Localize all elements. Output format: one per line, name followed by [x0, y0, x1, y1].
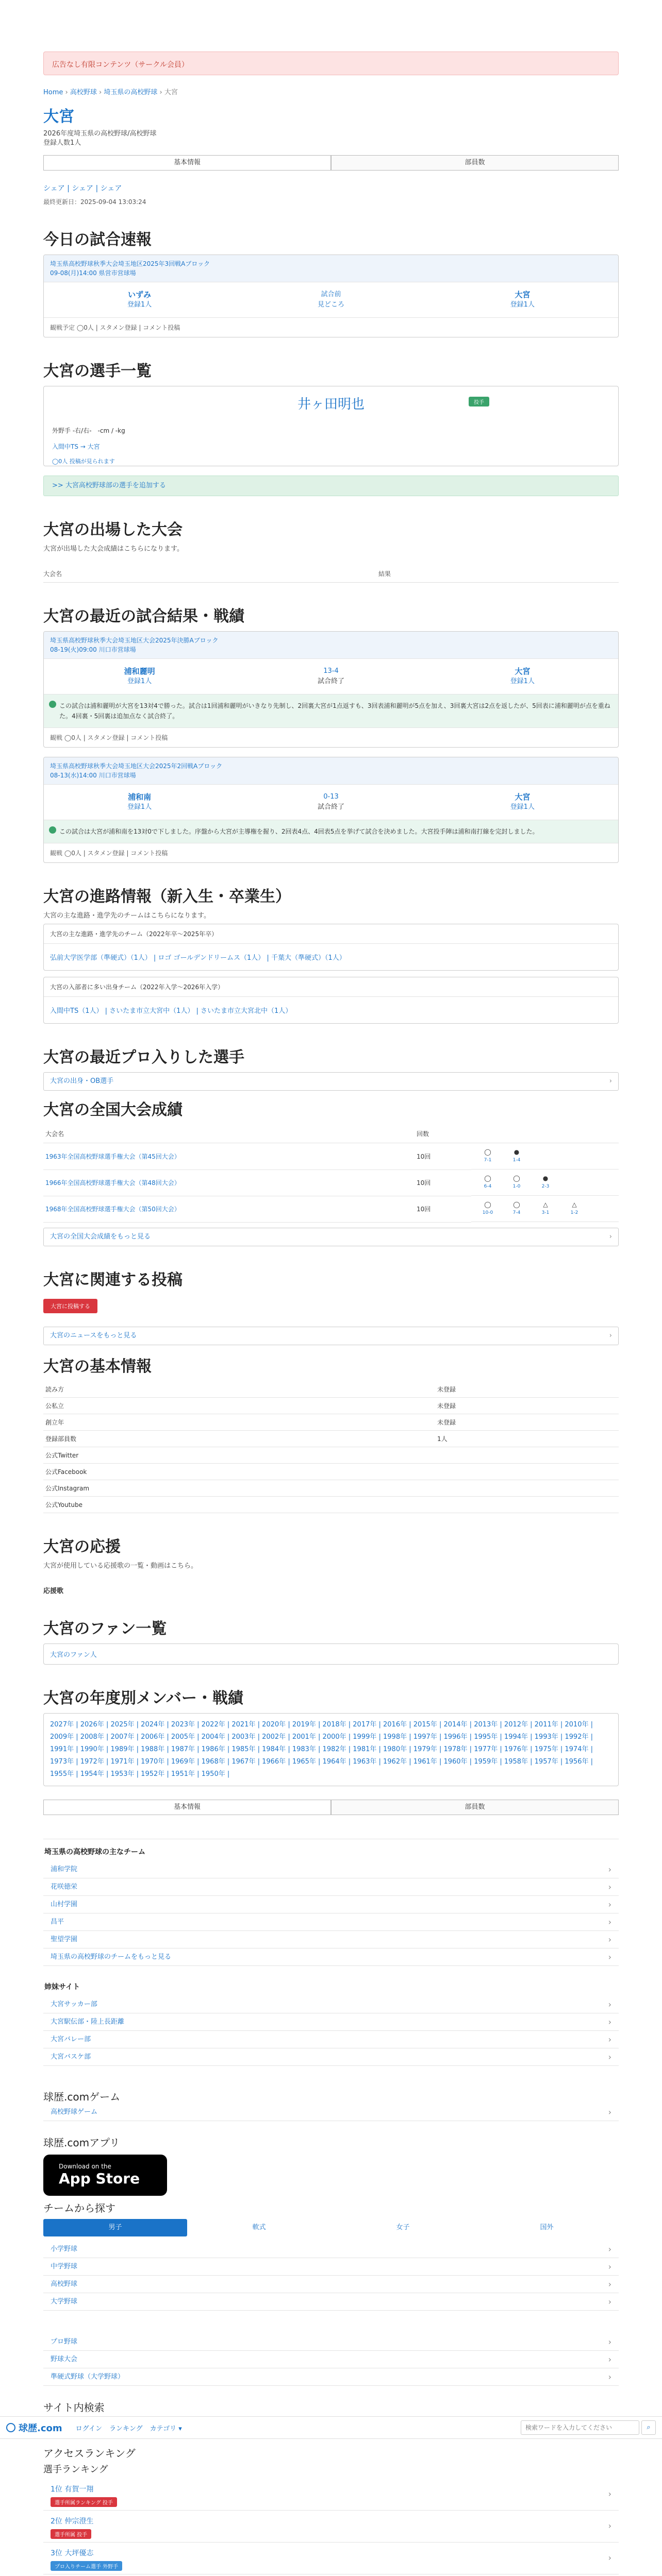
info-value: 未登録 — [435, 1397, 619, 1414]
last-updated: 最終更新日：2025-09-04 13:03:24 — [43, 198, 146, 206]
result-event[interactable]: 埼玉県高校野球秋季大会埼玉地区大会2025年決勝Aブロック — [50, 637, 219, 644]
related-site-link[interactable]: 大宮サッカー部 › — [43, 1996, 619, 2013]
result-header — [44, 757, 618, 784]
support-heading: 大宮の応援 — [43, 1537, 121, 1556]
national-results — [471, 1170, 619, 1196]
game-link[interactable]: 高校野球ゲーム › — [43, 2104, 619, 2121]
players-heading: 大宮の選手一覧 — [43, 362, 152, 380]
result-score: 7-4 — [512, 1210, 521, 1215]
info-row — [43, 1480, 619, 1496]
result-score: 3-1 — [541, 1210, 550, 1215]
access-heading: アクセスランキング — [43, 2447, 136, 2460]
info-value — [435, 1496, 619, 1513]
game-status: 試合前 — [321, 291, 341, 298]
national-results — [471, 1196, 619, 1222]
info-row — [43, 1463, 619, 1480]
page-subtitle: 2026年度埼玉県の高校野球/高校野球 — [43, 130, 157, 138]
info-key: 公式Instagram — [43, 1480, 435, 1496]
info-row — [43, 1381, 619, 1398]
breadcrumb: Home › 高校野球 › 埼玉県の高校野球 › 大宮 — [43, 89, 178, 96]
col-name: 大会名 — [43, 1125, 415, 1143]
breadcrumb-current: 大宮 — [164, 89, 178, 96]
national-results — [471, 1143, 619, 1170]
today-game-header — [44, 255, 618, 282]
search-icon[interactable]: ⌕ — [641, 2420, 656, 2435]
info-key: 読み方 — [43, 1381, 435, 1398]
win-loss-icon: ◯ — [484, 1148, 491, 1156]
add-player-link[interactable]: >> 大宮高校野球部の選手を追加する — [43, 476, 619, 496]
player-name[interactable]: 井ヶ田明也 — [297, 397, 365, 412]
result-score: 7-1 — [484, 1158, 492, 1163]
breadcrumb-home[interactable]: Home — [43, 89, 63, 96]
national-name[interactable]: 1968年全国高校野球選手権大会（第50回大会） — [43, 1196, 415, 1222]
result-mark — [502, 1148, 531, 1164]
col-result: 結果 — [378, 570, 391, 578]
result-footer[interactable]: 観戦 ◯0人 | スタメン登録 | コメント投稿 — [44, 843, 618, 862]
team-link[interactable]: 浦和学院 › — [43, 1861, 619, 1878]
site-logo[interactable]: 球歴.com — [19, 2423, 62, 2434]
win-loss-icon: ● — [514, 1148, 520, 1156]
today-game-row — [44, 282, 618, 317]
col-results — [471, 1125, 619, 1143]
result-mark — [473, 1174, 502, 1191]
top-tabs — [43, 155, 619, 171]
result-row — [44, 658, 618, 694]
ranking-link[interactable]: ランキング — [109, 2425, 143, 2433]
tab-members-bottom[interactable]: 部員数 — [331, 1800, 619, 1815]
rank-title[interactable]: 3位 大坪優志 — [51, 2549, 94, 2557]
news-more-link[interactable]: 大宮のニュースをもっと見る › — [43, 1327, 619, 1345]
result-home[interactable]: 浦和麗明 — [124, 667, 155, 676]
today-date: 09-08(月)14:00 県営市営球場 — [50, 269, 136, 277]
win-loss-icon: ◯ — [484, 1201, 491, 1208]
info-value — [435, 1463, 619, 1480]
related-site-link[interactable]: 大宮バレー部 › — [43, 2031, 619, 2048]
tournaments-header — [43, 565, 619, 583]
info-value: 未登録 — [435, 1414, 619, 1430]
info-row — [43, 1397, 619, 1414]
logo-icon — [6, 2423, 15, 2432]
find-tab-soft[interactable]: 軟式 — [252, 2223, 266, 2231]
player-rank-item[interactable] — [43, 2574, 619, 2576]
fans-heading: 大宮のファン一覧 — [43, 1619, 167, 1638]
result-score: 13-4 — [323, 667, 339, 675]
col-count: 回数 — [415, 1125, 471, 1143]
today-game-card[interactable] — [43, 255, 619, 337]
player-likes[interactable]: ◯0人 投稿が見られます — [52, 458, 115, 465]
find-tab-male[interactable]: 男子 — [43, 2219, 187, 2236]
login-link[interactable]: ログイン — [75, 2425, 102, 2433]
game-heading: 球歴.comゲーム — [43, 2090, 121, 2103]
result-away-count: 登録1人 — [510, 677, 535, 685]
result-mark — [531, 1200, 560, 1217]
result-footer[interactable]: 観戦 ◯0人 | スタメン登録 | コメント投稿 — [44, 727, 618, 747]
header-search-input[interactable] — [521, 2420, 639, 2435]
result-mark — [502, 1174, 531, 1191]
result-header — [44, 632, 618, 658]
result-card[interactable] — [43, 757, 619, 863]
page — [43, 0, 619, 2576]
tab-basic-info-bottom[interactable]: 基本情報 — [43, 1800, 331, 1815]
win-loss-icon: △ — [572, 1201, 577, 1208]
info-row — [43, 1414, 619, 1430]
col-tournament: 大会名 — [43, 570, 62, 578]
member-count: 登録人数1人 — [43, 139, 81, 147]
career-heading: 大宮の進路情報（新入生・卒業生） — [43, 888, 291, 906]
info-row — [43, 1447, 619, 1463]
result-home-count: 登録1人 — [127, 803, 152, 811]
category-link[interactable]: 小学野球 › — [43, 2241, 619, 2258]
info-key: 創立年 — [43, 1414, 435, 1430]
join-box — [43, 977, 619, 1024]
related-heading: 姉妹サイト — [44, 1982, 80, 1991]
category-link[interactable]: 中学野球 › — [43, 2258, 619, 2276]
national-more-link[interactable]: 大宮の全国大会成績をもっと見る › — [43, 1228, 619, 1246]
game-highlight[interactable]: 見どころ — [317, 301, 344, 309]
player-position: 外野手 -右/右- -cm / -kg — [52, 427, 125, 434]
player-rank-item[interactable] — [43, 2511, 619, 2543]
app-store-button[interactable] — [43, 2155, 167, 2196]
table-row — [43, 1196, 619, 1222]
tab-basic-info[interactable]: 基本情報 — [43, 155, 331, 171]
share-links[interactable]: シェア | シェア | シェア — [43, 184, 122, 193]
today-footer[interactable]: 観戦予定 ◯0人 | スタメン登録 | コメント投稿 — [44, 317, 618, 337]
result-score: 1-4 — [512, 1158, 521, 1163]
category-link[interactable]: 準硬式野球（大学野球） › — [43, 2368, 619, 2386]
breadcrumb-baseball[interactable]: 高校野球 — [70, 89, 97, 96]
find-tab-female[interactable]: 女子 — [396, 2223, 410, 2231]
team-link[interactable]: 山村学園 › — [43, 1896, 619, 1913]
summary-icon — [49, 826, 56, 834]
result-date: 08-13(水)14:00 川口市営球場 — [50, 772, 136, 779]
app-heading: 球歴.comアプリ — [43, 2136, 120, 2149]
grad-teams[interactable]: 弘前大学医学部（準硬式）（1人） | ロゴ ゴールデンドリームス（1人） | 千葉大（準硬式）（1人） — [50, 954, 346, 962]
basic-info-table — [43, 1381, 619, 1513]
result-home[interactable]: 浦和南 — [128, 792, 152, 802]
result-mark — [531, 1174, 560, 1191]
find-tab-abroad[interactable]: 国外 — [540, 2223, 554, 2231]
yearly-heading: 大宮の年度別メンバー・戦績 — [43, 1689, 243, 1707]
summary-text: この試合は大宮が浦和南を13対0で下しました。序盤から大宮が主導権を握り、2回表4点、4回表5点を挙げて試合を決めました。大宮投手陣は浦和南打線を完封しました。 — [59, 828, 539, 835]
result-away[interactable]: 大宮 — [515, 792, 531, 802]
related-site-link[interactable]: 大宮バスケ部 › — [43, 2048, 619, 2066]
ad-banner[interactable]: 広告なし有限コンテンツ（サークル会員） — [43, 52, 619, 75]
result-score: 10-0 — [482, 1210, 493, 1215]
win-loss-icon: ◯ — [513, 1175, 520, 1182]
rank-title[interactable]: 2位 仲宗澄生 — [51, 2517, 94, 2526]
national-table — [43, 1125, 619, 1223]
tournaments-heading: 大宮の出場した大会 — [43, 521, 183, 539]
table-row — [43, 1170, 619, 1196]
player-route[interactable]: 入間中TS → 大宮 — [52, 443, 100, 450]
home-team[interactable]: いずみ — [128, 290, 152, 299]
info-key: 公式Youtube — [43, 1496, 435, 1513]
page-title: 大宮 — [43, 108, 74, 126]
main-teams-heading: 埼玉県の高校野球の主なチーム — [44, 1848, 145, 1856]
player-rank-item[interactable] — [43, 2543, 619, 2574]
away-team[interactable]: 大宮 — [515, 290, 531, 299]
posts-heading: 大宮に関連する投稿 — [43, 1270, 183, 1289]
tournaments-desc: 大宮が出場した大会成績はこちらになります。 — [43, 545, 184, 553]
info-key: 公式Facebook — [43, 1463, 435, 1480]
result-score: 1-0 — [512, 1184, 521, 1189]
team-link[interactable]: 昌平 › — [43, 1913, 619, 1931]
result-summary — [44, 694, 618, 727]
grad-box — [43, 924, 619, 971]
result-mark — [473, 1200, 502, 1217]
info-row — [43, 1496, 619, 1513]
team-link[interactable]: 花咲徳栄 › — [43, 1878, 619, 1896]
result-score: 2-3 — [541, 1184, 550, 1189]
result-home-count: 登録1人 — [127, 677, 152, 685]
team-link[interactable]: 聖望学園 › — [43, 1931, 619, 1948]
win-loss-icon: ◯ — [484, 1175, 491, 1182]
join-teams[interactable]: 入間中TS（1人） | さいたま市立大宮中（1人） | さいたま市立大宮北中（1人） — [50, 1007, 292, 1015]
result-mark — [502, 1200, 531, 1217]
national-name[interactable]: 1966年全国高校野球選手権大会（第48回大会） — [43, 1170, 415, 1196]
info-value: 未登録 — [435, 1381, 619, 1398]
app-small-text: Download on the — [59, 2163, 111, 2170]
national-count: 10回 — [415, 1170, 471, 1196]
player-ranking-heading: 選手ランキング — [43, 2464, 108, 2475]
info-key: 登録部員数 — [43, 1430, 435, 1447]
national-name[interactable]: 1963年全国高校野球選手権大会（第45回大会） — [43, 1143, 415, 1170]
pro-heading: 大宮の最近プロ入りした選手 — [43, 1048, 244, 1066]
years-list[interactable]: 2027年 | 2026年 | 2025年 | 2024年 | 2023年 | 2022年 | 2021年 | 2020年 | 2019年 | 2018年 | 2017年 | 2016年 | 2015年 | 2014年 | 2013年 | 2012年 | 2011年 | 2010年 | 2009年 | 2008年 | 2007年 | 2006年 | 2005年 | 2004年 | 2003年 | 2002年 | 2001年 | 2000年 | 1999年 | 1998年 | 1997年 | 1996年 | 1995年 | 1994年 | 1993年 | 1992年 | 1991年 | 1990年 | 1989年 | 1988年 | 1987年 | 1986年 | 1985年 | 1984年 | 1983年 | 1982年 | 1981年 | 1980年 | 1979年 | 1978年 | 1977年 | 1976年 | 1975年 | 1974年 | 1973年 | 1972年 | 1971年 | 1970年 | 1969年 | 1968年 | 1967年 | 1966年 | 1965年 | 1964年 | 1963年 | 1962年 | 1961年 | 1960年 | 1959年 | 1958年 | 1957年 | 1956年 | 1955年 | 1954年 | 1953年 | 1952年 | 1951年 | 1950年 | — [43, 1713, 619, 1786]
rank-tag: 選手所属 投手 — [51, 2529, 91, 2539]
result-summary — [44, 820, 618, 843]
national-header — [43, 1125, 619, 1143]
tab-members[interactable]: 部員数 — [331, 155, 619, 171]
join-title: 大宮の入部者に多い出身チーム（2022年入学〜2026年入学） — [44, 977, 618, 997]
bottom-tabs — [43, 1800, 619, 1815]
summary-icon — [49, 701, 56, 708]
result-away[interactable]: 大宮 — [515, 667, 531, 676]
national-heading: 大宮の全国大会成績 — [43, 1101, 183, 1119]
rank-tag: 選手所属ランキング 投手 — [51, 2497, 117, 2507]
player-rank-item[interactable] — [43, 2479, 619, 2511]
team-link[interactable]: 埼玉県の高校野球のチームをもっと見る › — [43, 1948, 619, 1966]
result-date: 08-19(火)09:00 川口市営球場 — [50, 646, 136, 653]
category-link[interactable]: 高校野球 › — [43, 2276, 619, 2293]
app-big-text: App Store — [59, 2170, 140, 2187]
today-event[interactable]: 埼玉県高校野球秋季大会埼玉地区2025年3回戦Aブロック — [50, 260, 210, 267]
position-badge: 投手 — [469, 397, 489, 406]
info-key: 公式Twitter — [43, 1447, 435, 1463]
win-loss-icon: ◯ — [513, 1201, 520, 1208]
career-desc: 大宮の主な進路・進学先のチームはこちらになります。 — [43, 912, 210, 920]
result-card[interactable] — [43, 631, 619, 748]
post-button[interactable]: 大宮に投稿する — [43, 1299, 97, 1313]
support-label: 応援歌 — [43, 1587, 64, 1595]
site-header — [0, 2416, 662, 2439]
today-heading: 今日の試合速報 — [43, 231, 152, 249]
info-key: 公私立 — [43, 1397, 435, 1414]
related-site-link[interactable]: 大宮駅伝部・陸上長距離 › — [43, 2013, 619, 2031]
win-loss-icon: △ — [543, 1201, 548, 1208]
ob-players-link[interactable]: 大宮の出身・OB選手 › — [43, 1072, 619, 1091]
result-score: 1-2 — [570, 1210, 578, 1215]
basic-heading: 大宮の基本情報 — [43, 1357, 152, 1376]
find-heading: チームから探す — [43, 2201, 115, 2214]
result-score: 6-4 — [484, 1184, 492, 1189]
recent-heading: 大宮の最近の試合結果・戦績 — [43, 607, 244, 625]
rank-title[interactable]: 1位 有賀一翔 — [51, 2485, 94, 2494]
result-status: 試合終了 — [317, 677, 344, 685]
find-tabs — [43, 2219, 619, 2236]
support-desc: 大宮が使用している応援歌の一覧・動画はこちら。 — [43, 1562, 198, 1570]
result-status: 試合終了 — [317, 803, 344, 811]
info-value — [435, 1480, 619, 1496]
result-score: 0-13 — [323, 793, 339, 801]
result-away-count: 登録1人 — [510, 803, 535, 811]
result-row — [44, 784, 618, 820]
result-event[interactable]: 埼玉県高校野球秋季大会埼玉地区大会2025年2回戦Aブロック — [50, 762, 223, 770]
table-row — [43, 1143, 619, 1170]
summary-text: この試合は浦和麗明が大宮を13対4で勝った。試合は1回浦和麗明がいきなり先制し、2回裏大宮が1点返すも、3回表浦和麗明が5点を加え、3回裏大宮は2点を返したが、5回表に浦和麗明が点を重ねた。4回裏・5回裏は追加点なく試合終了。 — [59, 702, 610, 720]
info-value — [435, 1447, 619, 1463]
category-link[interactable]: 野球大会 › — [43, 2351, 619, 2368]
away-count: 登録1人 — [510, 301, 535, 309]
breadcrumb-saitama[interactable]: 埼玉県の高校野球 — [104, 89, 158, 96]
fans-box — [43, 1643, 619, 1665]
home-count: 登録1人 — [127, 301, 152, 309]
player-card[interactable] — [43, 386, 619, 466]
category-dropdown[interactable]: カテゴリ ▾ — [150, 2425, 182, 2433]
category-link[interactable]: プロ野球 › — [43, 2333, 619, 2351]
category-link[interactable]: 大学野球 › — [43, 2293, 619, 2311]
grad-title: 大宮の主な進路・進学先のチーム（2022年卒〜2025年卒） — [44, 924, 618, 944]
win-loss-icon: ● — [542, 1175, 549, 1182]
info-value: 1人 — [435, 1430, 619, 1447]
result-mark — [560, 1200, 589, 1217]
info-row — [43, 1430, 619, 1447]
site-search-heading: サイト内検索 — [43, 2401, 105, 2414]
national-count: 10回 — [415, 1143, 471, 1170]
rank-tag: プロ入りチーム選手 外野手 — [51, 2561, 122, 2571]
result-mark — [473, 1148, 502, 1164]
national-count: 10回 — [415, 1196, 471, 1222]
fans-link[interactable]: 大宮のファン人 — [50, 1651, 97, 1659]
